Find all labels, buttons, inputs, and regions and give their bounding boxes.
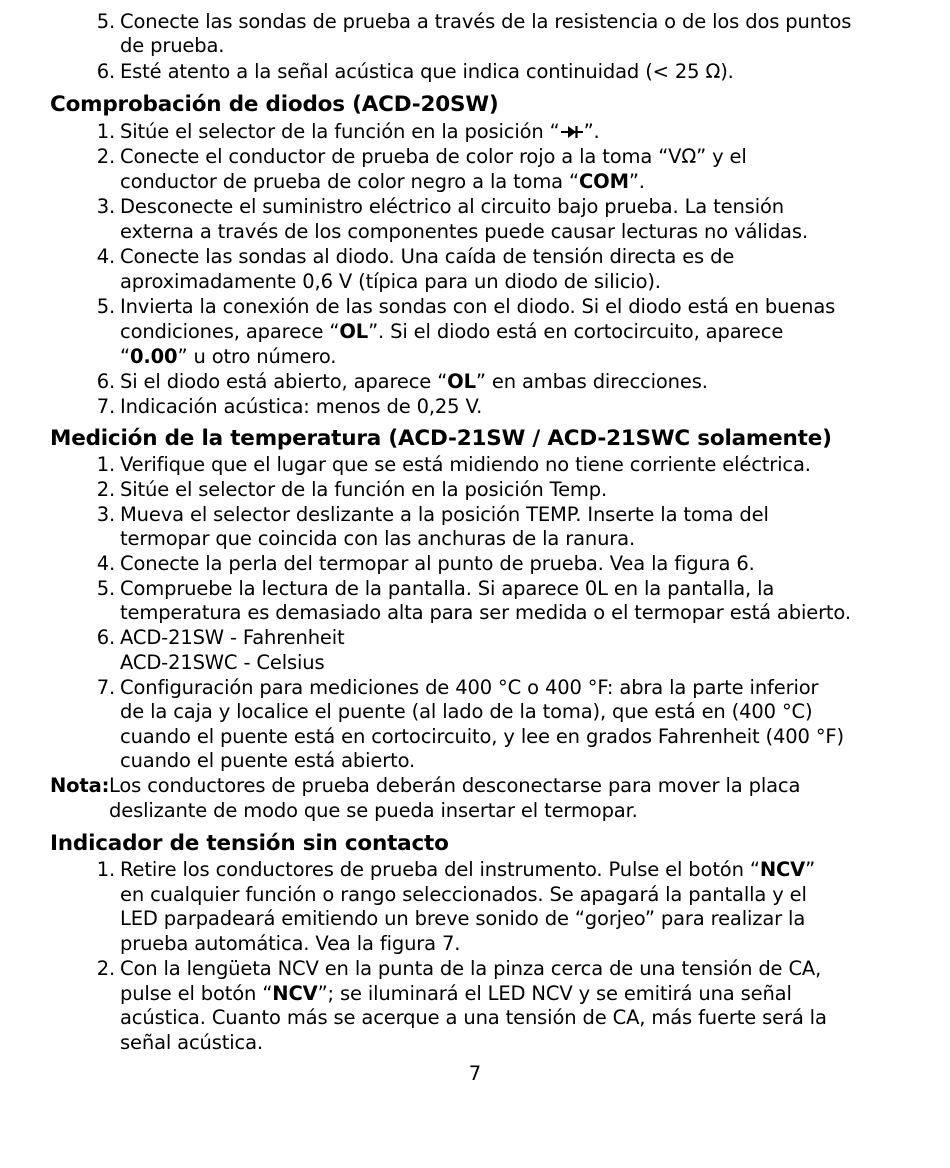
item-text: Si el diodo está abierto, aparece “OL” en ambas direcciones.: [120, 370, 708, 393]
item-text: acústica. Cuanto más se acerque a una tensión de CA, más fuerte será la: [120, 1006, 827, 1029]
item-number: 1.: [96, 858, 115, 881]
item-text: “0.00” u otro número.: [120, 345, 337, 368]
section-heading-ncv: Indicador de tensión sin contacto: [50, 831, 449, 856]
item-text: Compruebe la lectura de la pantalla. Si aparece 0L en la pantalla, la: [120, 577, 775, 600]
item-number: 2.: [96, 957, 115, 980]
item-number: 5.: [96, 295, 115, 318]
item-number: 7.: [96, 676, 115, 699]
item-text: Conecte las sondas de prueba a través de la resistencia o de los dos puntos: [120, 10, 852, 33]
item-number: 4.: [96, 245, 115, 268]
item-number: 2.: [96, 478, 115, 501]
item-text: Sitúe el selector de la función en la posición Temp.: [120, 478, 608, 501]
item-text: Conecte las sondas al diodo. Una caída de tensión directa es de: [120, 245, 735, 268]
item-text: aproximadamente 0,6 V (típica para un diodo de silicio).: [120, 270, 661, 293]
item-text: Sitúe el selector de la función en la posición “ ”.: [120, 120, 600, 143]
item-text: condiciones, aparece “OL”. Si el diodo está en cortocircuito, aparece: [120, 320, 784, 343]
item-number: 6.: [96, 370, 115, 393]
item-text: Desconecte el suministro eléctrico al circuito bajo prueba. La tensión: [120, 195, 784, 218]
item-text: ACD-21SWC - Celsius: [120, 651, 325, 674]
item-text: Verifique que el lugar que se está midiendo no tiene corriente eléctrica.: [120, 453, 811, 476]
item-text: Configuración para mediciones de 400 °C o 400 °F: abra la parte inferior: [120, 676, 819, 699]
item-text: prueba automática. Vea la figura 7.: [120, 932, 461, 955]
item-text: externa a través de los componentes puede causar lecturas no válidas.: [120, 220, 808, 243]
bold-term: OL: [339, 320, 369, 343]
item-text: termopar que coincida con las anchuras de la ranura.: [120, 527, 636, 550]
item-text: señal acústica.: [120, 1031, 263, 1054]
item-number: 7.: [96, 395, 115, 418]
item-text: temperatura es demasiado alta para ser medida o el termopar está abierto.: [120, 601, 851, 624]
item-number: 1.: [96, 453, 115, 476]
note-text: Los conductores de prueba deberán desconectarse para mover la placa: [109, 774, 801, 797]
item-text: pulse el botón “NCV”; se iluminará el LED NCV y se emitirá una señal: [120, 982, 792, 1005]
item-number: 5.: [96, 10, 115, 33]
item-text: de prueba.: [120, 34, 225, 57]
item-text: Indicación acústica: menos de 0,25 V.: [120, 395, 483, 418]
diode-symbol-icon: [560, 125, 584, 139]
bold-term: 0.00: [129, 345, 178, 368]
item-text: conductor de prueba de color negro a la toma “COM”.: [120, 170, 645, 193]
item-text: Retire los conductores de prueba del instrumento. Pulse el botón “NCV”: [120, 858, 816, 881]
section-heading-temperature: Medición de la temperatura (ACD-21SW / ACD-21SWC solamente): [50, 426, 832, 451]
item-text: cuando el puente está abierto.: [120, 749, 416, 772]
item-number: 3.: [96, 195, 115, 218]
item-number: 3.: [96, 503, 115, 526]
item-text: LED parpadeará emitiendo un breve sonido de “gorjeo” para realizar la: [120, 907, 806, 930]
item-text: Con la lengüeta NCV en la punta de la pinza cerca de una tensión de CA,: [120, 957, 822, 980]
item-text: de la caja y localice el puente (al lado de la toma), que está en (400 °C): [120, 700, 813, 723]
item-text: Mueva el selector deslizante a la posición TEMP. Inserte la toma del: [120, 503, 769, 526]
note-text: deslizante de modo que se pueda insertar el termopar.: [109, 799, 638, 822]
item-text: cuando el puente está en cortocircuito, y lee en grados Fahrenheit (400 °F): [120, 725, 844, 748]
item-number: 2.: [96, 145, 115, 168]
page-number: 7: [468, 1062, 482, 1085]
item-text: Conecte el conductor de prueba de color rojo a la toma “VΩ” y el: [120, 145, 747, 168]
bold-term: NCV: [759, 858, 806, 881]
item-text: ACD-21SW - Fahrenheit: [120, 626, 345, 649]
bold-term: OL: [447, 370, 476, 393]
item-number: 1.: [96, 120, 115, 143]
item-number: 6.: [96, 60, 115, 83]
note-label: Nota:: [50, 774, 110, 797]
item-number: 6.: [96, 626, 115, 649]
bold-term: COM: [579, 170, 629, 193]
item-text: Esté atento a la señal acústica que indica continuidad (< 25 Ω).: [120, 60, 734, 83]
item-text: Invierta la conexión de las sondas con el diodo. Si el diodo está en buenas: [120, 295, 836, 318]
section-heading-diodes: Comprobación de diodos (ACD-20SW): [50, 92, 499, 117]
item-number: 5.: [96, 577, 115, 600]
item-text: Conecte la perla del termopar al punto de prueba. Vea la figura 6.: [120, 552, 755, 575]
item-number: 4.: [96, 552, 115, 575]
bold-term: NCV: [272, 982, 318, 1005]
item-text: en cualquier función o rango seleccionados. Se apagará la pantalla y el: [120, 883, 807, 906]
